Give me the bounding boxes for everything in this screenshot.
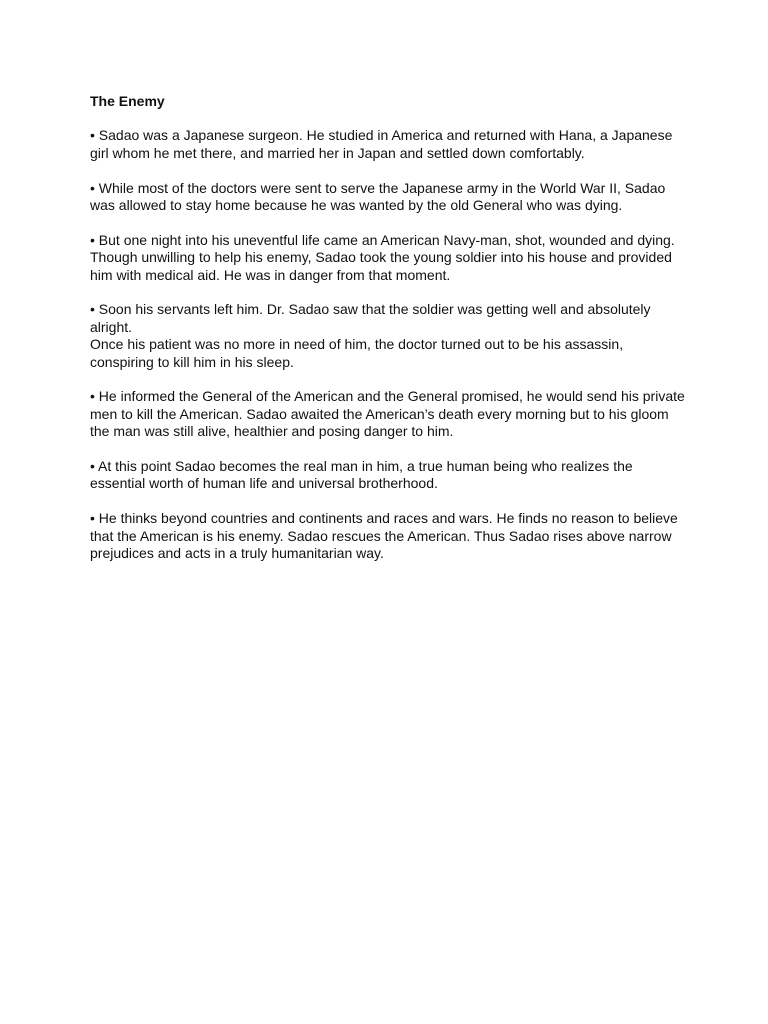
paragraph-7 — [90, 510, 690, 562]
paragraph-line: • But one night into his uneventful life came an American Navy-man, shot, wounded and dying. Though unwilling to help his enemy, Sadao took the young soldier into his house and provided him with medical aid. He was in danger from that moment. — [90, 231, 675, 283]
paragraph-line: • He informed the General of the American and the General promised, he would send his private men to kill the American. Sadao awaited the American’s death every morning but to his gloom the man was still alive, healthier and posing danger to him. — [90, 388, 685, 440]
paragraph-line: • At this point Sadao becomes the real man in him, a true human being who realizes the essential worth of human life and universal brotherhood. — [90, 458, 633, 492]
paragraph-4 — [90, 301, 690, 371]
paragraph-6 — [90, 458, 690, 493]
paragraph-line: • Soon his servants left him. Dr. Sadao saw that the soldier was getting well and absolutely alright. — [90, 301, 651, 335]
paragraph-line: Once his patient was no more in need of him, the doctor turned out to be his assassin, conspiring to kill him in his sleep. — [90, 336, 624, 370]
paragraph-5 — [90, 388, 690, 440]
document-title: The Enemy — [90, 93, 165, 109]
paragraph-2 — [90, 180, 690, 215]
paragraph-3 — [90, 232, 690, 284]
paragraph-line: • He thinks beyond countries and continents and races and wars. He finds no reason to believe that the American is his enemy. Sadao rescues the American. Thus Sadao rises above narrow prejudices and acts in a truly humanitarian way. — [90, 510, 678, 562]
paragraph-line: • While most of the doctors were sent to serve the Japanese army in the World War II, Sadao was allowed to stay home because he was wanted by the old General who was dying. — [90, 179, 666, 214]
paragraph-line: • Sadao was a Japanese surgeon. He studied in America and returned with Hana, a Japanese girl whom he met there, and married her in Japan and settled down comfortably. — [90, 127, 673, 161]
paragraph-1 — [90, 127, 690, 162]
document-body — [90, 93, 690, 580]
